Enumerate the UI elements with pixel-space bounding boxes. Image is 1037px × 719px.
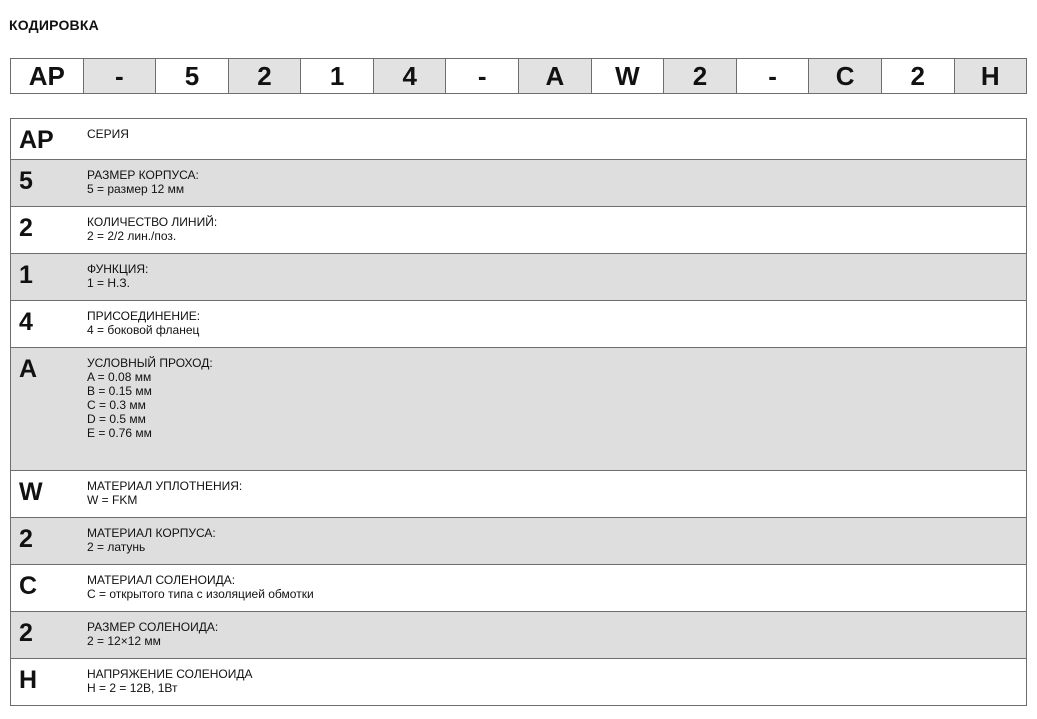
code-segment: H — [954, 59, 1027, 93]
legend-option: 1 = Н.З. — [87, 276, 130, 290]
legend-code: AP — [19, 126, 54, 154]
legend-row — [11, 159, 1026, 206]
legend-heading: СЕРИЯ — [87, 127, 129, 141]
code-strip — [10, 58, 1027, 94]
code-segment: AP — [28, 60, 65, 91]
legend-description — [87, 207, 1026, 253]
code-segment: - — [83, 59, 156, 93]
code-segment: - — [736, 59, 809, 93]
legend-description — [87, 119, 1026, 159]
legend-row — [11, 658, 1026, 705]
code-segment: 2 — [663, 59, 736, 93]
legend-option: 2 = 12×12 мм — [87, 634, 161, 648]
legend-description — [87, 659, 1026, 705]
legend-row — [11, 347, 1026, 470]
legend-option: A = 0.08 мм — [87, 370, 152, 384]
legend-option: B = 0.15 мм — [87, 384, 152, 398]
legend-option: C = открытого типа с изоляцией обмотки — [87, 587, 314, 601]
legend-code: 4 — [19, 308, 33, 336]
legend-description — [87, 565, 1026, 611]
legend-code: 1 — [19, 261, 33, 289]
legend-code: H — [19, 666, 38, 694]
legend-heading: КОЛИЧЕСТВО ЛИНИЙ: — [87, 215, 218, 229]
legend-code: 2 — [19, 214, 33, 242]
code-segment: 5 — [155, 59, 228, 93]
legend-row — [11, 470, 1026, 517]
legend-code: 2 — [19, 619, 33, 647]
legend-row — [11, 564, 1026, 611]
legend-heading: РАЗМЕР СОЛЕНОИДА: — [87, 620, 219, 634]
legend-description — [87, 348, 1026, 470]
legend-code: C — [19, 572, 38, 600]
legend-option: C = 0.3 мм — [87, 398, 146, 412]
legend-row — [11, 517, 1026, 564]
legend-table — [10, 118, 1027, 706]
code-segment: - — [445, 59, 518, 93]
legend-heading: МАТЕРИАЛ СОЛЕНОИДА: — [87, 573, 236, 587]
legend-option: 2 = 2/2 лин./поз. — [87, 229, 177, 243]
legend-description — [87, 301, 1026, 347]
legend-option: 5 = размер 12 мм — [87, 182, 185, 196]
legend-code: W — [19, 478, 43, 506]
legend-code: A — [19, 355, 38, 383]
code-segment: W — [591, 59, 664, 93]
legend-option: H = 2 = 12В, 1Вт — [87, 681, 178, 695]
legend-option: D = 0.5 мм — [87, 412, 146, 426]
legend-description — [87, 160, 1026, 206]
legend-description — [87, 612, 1026, 658]
code-segment: C — [808, 59, 881, 93]
legend-description — [87, 518, 1026, 564]
code-segment: 2 — [881, 59, 954, 93]
legend-row — [11, 119, 1026, 159]
legend-heading: ФУНКЦИЯ: — [87, 262, 149, 276]
legend-option: E = 0.76 мм — [87, 426, 152, 440]
legend-option: W = FKM — [87, 493, 138, 507]
code-segment: 4 — [373, 59, 446, 93]
legend-heading: РАЗМЕР КОРПУСА: — [87, 168, 199, 182]
legend-row — [11, 206, 1026, 253]
legend-description — [87, 471, 1026, 517]
legend-heading: УСЛОВНЫЙ ПРОХОД: — [87, 356, 213, 370]
legend-row — [11, 611, 1026, 658]
legend-code: 5 — [19, 167, 33, 195]
legend-heading: НАПРЯЖЕНИЕ СОЛЕНОИДА — [87, 667, 253, 681]
legend-option: 2 = латунь — [87, 540, 146, 554]
legend-row — [11, 253, 1026, 300]
legend-description — [87, 254, 1026, 300]
legend-option: 4 = боковой фланец — [87, 323, 200, 337]
code-segment: 2 — [228, 59, 301, 93]
code-segment: A — [518, 59, 591, 93]
legend-heading: МАТЕРИАЛ УПЛОТНЕНИЯ: — [87, 479, 243, 493]
code-segment: 1 — [300, 59, 373, 93]
legend-code: 2 — [19, 525, 33, 553]
legend-row — [11, 300, 1026, 347]
legend-heading: ПРИСОЕДИНЕНИЕ: — [87, 309, 201, 323]
legend-heading: МАТЕРИАЛ КОРПУСА: — [87, 526, 216, 540]
page-title: КОДИРОВКА — [9, 17, 99, 33]
